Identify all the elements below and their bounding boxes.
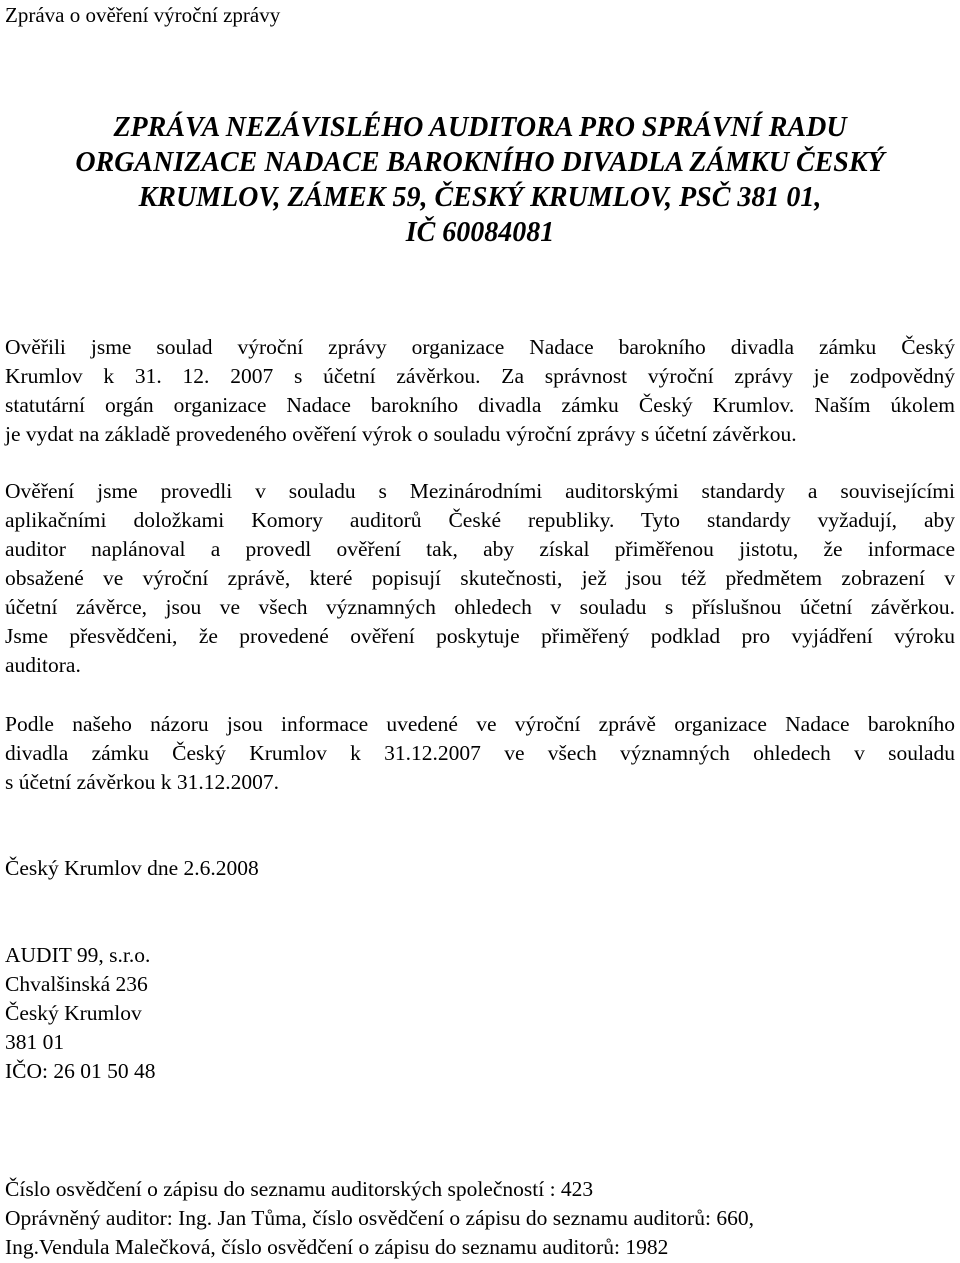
- certification-block: [5, 1175, 754, 1262]
- place-date: Český Krumlov dne 2.6.2008: [5, 856, 259, 880]
- paragraph-line: Podle našeho názoru jsou informace uvedené ve výroční zprávě organizace Nadace barokního: [5, 712, 955, 736]
- paragraph-procedure: [5, 477, 955, 680]
- report-title: [0, 110, 960, 250]
- report-title-line: ORGANIZACE NADACE BAROKNÍHO DIVADLA ZÁMKU ČESKÝ: [75, 147, 885, 178]
- paragraph-line: Ověřili jsme soulad výroční zprávy organizace Nadace barokního divadla zámku Český: [5, 335, 955, 359]
- paragraph-line: statutární orgán organizace Nadace barokního divadla zámku Český Krumlov. Naším úkolem: [5, 393, 955, 417]
- report-title-line: KRUMLOV, ZÁMEK 59, ČESKÝ KRUMLOV, PSČ 381 01,: [138, 182, 822, 213]
- paragraph-line: Jsme přesvědčeni, že provedené ověření poskytuje přiměřený podklad pro vyjádření výroku: [5, 624, 955, 648]
- certification-line: Oprávněný auditor: Ing. Jan Tůma, číslo osvědčení o zápisu do seznamu auditorů: 660,: [5, 1206, 754, 1230]
- paragraph-opinion: [5, 710, 955, 797]
- certification-line: Ing.Vendula Malečková, číslo osvědčení o zápisu do seznamu auditorů: 1982: [5, 1235, 669, 1259]
- paragraph-line: auditora.: [5, 653, 81, 677]
- auditor-company-name: AUDIT 99, s.r.o.: [5, 943, 151, 967]
- paragraph-line: je vydat na základě provedeného ověření výrok o souladu výroční zprávy s účetní závěrkou.: [5, 422, 797, 446]
- auditor-ico: IČO: 26 01 50 48: [5, 1059, 156, 1083]
- paragraph-line: s účetní závěrkou k 31.12.2007.: [5, 770, 280, 794]
- document-header: Zpráva o ověření výroční zprávy: [5, 3, 281, 27]
- paragraph-line: divadla zámku Český Krumlov k 31.12.2007 ve všech významných ohledech v souladu: [5, 741, 955, 765]
- paragraph-scope: [5, 333, 955, 449]
- paragraph-line: Ověření jsme provedli v souladu s Mezinárodními auditorskými standardy a souvisejícími: [5, 479, 955, 503]
- report-title-line: IČ 60084081: [405, 217, 555, 248]
- auditor-postal-code: 381 01: [5, 1030, 65, 1054]
- report-title-line: ZPRÁVA NEZÁVISLÉHO AUDITORA PRO SPRÁVNÍ RADU: [113, 112, 847, 143]
- auditor-city: Český Krumlov: [5, 1001, 142, 1025]
- paragraph-line: obsažené ve výroční zprávě, které popisují skutečnosti, jež jsou též předmětem zobrazení v: [5, 566, 955, 590]
- certification-line: Číslo osvědčení o zápisu do seznamu auditorských společností : 423: [5, 1177, 594, 1201]
- paragraph-line: Krumlov k 31. 12. 2007 s účetní závěrkou. Za správnost výroční zprávy je zodpovědný: [5, 364, 955, 388]
- auditor-street: Chvalšinská 236: [5, 972, 148, 996]
- paragraph-line: aplikačními doložkami Komory auditorů České republiky. Tyto standardy vyžadují, aby: [5, 508, 955, 532]
- paragraph-line: auditor naplánoval a provedl ověření tak, aby získal přiměřenou jistotu, že informace: [5, 537, 955, 561]
- auditor-address: [5, 941, 156, 1086]
- paragraph-line: účetní závěrce, jsou ve všech významných ohledech v souladu s příslušnou účetní závěrkou.: [5, 595, 955, 619]
